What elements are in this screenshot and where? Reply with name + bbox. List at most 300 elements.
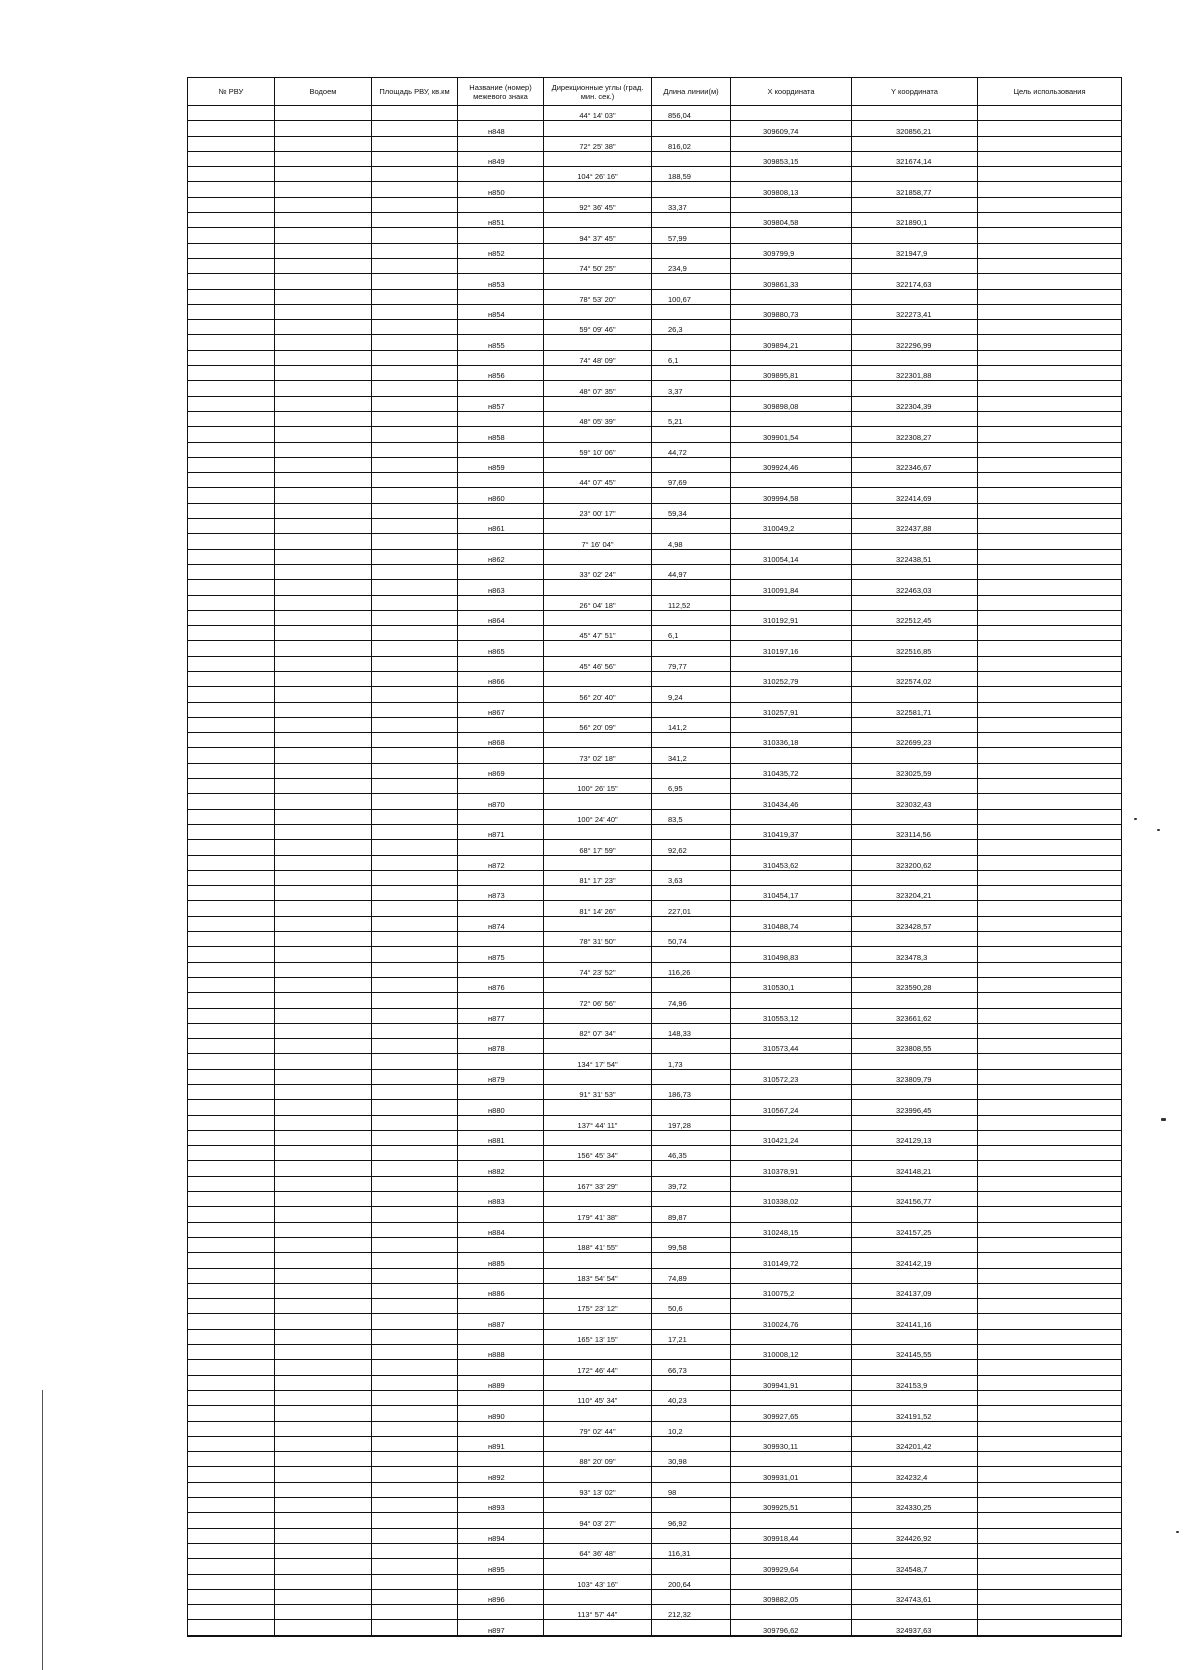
cell-area [372, 1069, 458, 1084]
cell-x: 310454,17 [731, 886, 852, 901]
cell-rvu-no [188, 519, 275, 534]
cell-rvu-no [188, 1467, 275, 1482]
cell-mark [458, 1543, 544, 1558]
cell-y [852, 932, 978, 947]
cell-purpose [978, 580, 1122, 595]
cell-angle [544, 335, 652, 350]
cell-waterbody [275, 1176, 372, 1191]
cell-angle: 110° 45' 34" [544, 1390, 652, 1405]
cell-length [652, 182, 731, 197]
cell-x: 309882,05 [731, 1589, 852, 1604]
table-row [188, 1528, 1122, 1543]
cell-y: 320856,21 [852, 121, 978, 136]
cell-y [852, 1023, 978, 1038]
cell-length: 341,2 [652, 748, 731, 763]
cell-y [852, 564, 978, 579]
header-mark: Название (номер) межевого знака [458, 78, 544, 106]
cell-angle [544, 1498, 652, 1513]
cell-angle [544, 580, 652, 595]
cell-waterbody [275, 182, 372, 197]
cell-x: 310338,02 [731, 1192, 852, 1207]
cell-x [731, 136, 852, 151]
cell-x [731, 1605, 852, 1620]
cell-purpose [978, 1452, 1122, 1467]
cell-length [652, 335, 731, 350]
cell-waterbody [275, 381, 372, 396]
cell-purpose [978, 197, 1122, 212]
cell-purpose [978, 304, 1122, 319]
cell-y [852, 106, 978, 121]
cell-area [372, 182, 458, 197]
header-rvu-no: № РВУ [188, 78, 275, 106]
table-row [188, 1559, 1122, 1574]
cell-angle [544, 977, 652, 992]
cell-length [652, 610, 731, 625]
cell-waterbody [275, 870, 372, 885]
table-row [188, 1176, 1122, 1191]
cell-area [372, 1146, 458, 1161]
cell-waterbody [275, 1406, 372, 1421]
cell-angle [544, 1559, 652, 1574]
cell-mark: н883 [458, 1192, 544, 1207]
cell-length [652, 671, 731, 686]
cell-purpose [978, 1237, 1122, 1252]
cell-y: 322581,71 [852, 702, 978, 717]
table-row [188, 1054, 1122, 1069]
cell-x [731, 1237, 852, 1252]
cell-y [852, 1390, 978, 1405]
cell-area [372, 228, 458, 243]
table-body [188, 106, 1122, 1636]
cell-area [372, 1314, 458, 1329]
cell-y: 323200,62 [852, 855, 978, 870]
cell-area [372, 473, 458, 488]
cell-angle [544, 396, 652, 411]
cell-angle [544, 243, 652, 258]
cell-y [852, 411, 978, 426]
table-row [188, 564, 1122, 579]
cell-rvu-no [188, 1207, 275, 1222]
cell-mark [458, 1329, 544, 1344]
table-row [188, 243, 1122, 258]
cell-purpose [978, 1543, 1122, 1558]
cell-y: 324937,63 [852, 1620, 978, 1636]
cell-waterbody [275, 932, 372, 947]
cell-mark [458, 870, 544, 885]
cell-mark [458, 534, 544, 549]
cell-purpose [978, 396, 1122, 411]
cell-area [372, 932, 458, 947]
cell-waterbody [275, 503, 372, 518]
cell-length: 98 [652, 1482, 731, 1497]
cell-length [652, 733, 731, 748]
table-row [188, 610, 1122, 625]
table-row [188, 488, 1122, 503]
cell-waterbody [275, 442, 372, 457]
cell-x [731, 1360, 852, 1375]
cell-area [372, 1390, 458, 1405]
cell-length [652, 488, 731, 503]
table-row [188, 304, 1122, 319]
cell-y [852, 1513, 978, 1528]
cell-y: 324426,92 [852, 1528, 978, 1543]
cell-rvu-no [188, 151, 275, 166]
cell-angle [544, 304, 652, 319]
cell-x [731, 717, 852, 732]
cell-x [731, 350, 852, 365]
cell-y: 322273,41 [852, 304, 978, 319]
cell-y [852, 687, 978, 702]
cell-area [372, 1161, 458, 1176]
cell-purpose [978, 1192, 1122, 1207]
cell-y [852, 1146, 978, 1161]
table-row [188, 932, 1122, 947]
cell-purpose [978, 1130, 1122, 1145]
cell-angle: 113° 57' 44" [544, 1605, 652, 1620]
table-row [188, 121, 1122, 136]
cell-purpose [978, 748, 1122, 763]
table-row [188, 1130, 1122, 1145]
cell-rvu-no [188, 1008, 275, 1023]
cell-mark: н886 [458, 1283, 544, 1298]
cell-purpose [978, 916, 1122, 931]
cell-mark [458, 320, 544, 335]
cell-area [372, 702, 458, 717]
cell-waterbody [275, 1329, 372, 1344]
cell-rvu-no [188, 1574, 275, 1589]
cell-mark [458, 717, 544, 732]
cell-rvu-no [188, 1222, 275, 1237]
cell-area [372, 1130, 458, 1145]
cell-angle: 103° 43' 16" [544, 1574, 652, 1589]
cell-purpose [978, 870, 1122, 885]
cell-y [852, 1329, 978, 1344]
cell-area [372, 687, 458, 702]
cell-mark: н868 [458, 733, 544, 748]
cell-mark: н854 [458, 304, 544, 319]
cell-y: 324743,61 [852, 1589, 978, 1604]
cell-area [372, 197, 458, 212]
table-row [188, 656, 1122, 671]
cell-length [652, 1436, 731, 1451]
cell-angle [544, 1345, 652, 1360]
cell-waterbody [275, 1482, 372, 1497]
cell-area [372, 411, 458, 426]
cell-rvu-no [188, 1176, 275, 1191]
scan-speck [1161, 1118, 1166, 1121]
cell-length [652, 886, 731, 901]
cell-purpose [978, 534, 1122, 549]
cell-length [652, 1283, 731, 1298]
cell-y [852, 167, 978, 182]
cell-area [372, 1039, 458, 1054]
cell-y [852, 197, 978, 212]
cell-rvu-no [188, 1436, 275, 1451]
table-row [188, 1069, 1122, 1084]
cell-area [372, 1253, 458, 1268]
cell-angle: 93° 13' 02" [544, 1482, 652, 1497]
cell-length [652, 1253, 731, 1268]
cell-rvu-no [188, 1406, 275, 1421]
cell-rvu-no [188, 396, 275, 411]
cell-mark [458, 473, 544, 488]
cell-length: 197,28 [652, 1115, 731, 1130]
cell-x [731, 932, 852, 947]
cell-waterbody [275, 1498, 372, 1513]
cell-mark: н870 [458, 794, 544, 809]
header-row [188, 78, 1122, 106]
cell-y [852, 1237, 978, 1252]
cell-rvu-no [188, 457, 275, 472]
cell-waterbody [275, 1513, 372, 1528]
cell-length [652, 304, 731, 319]
cell-x: 310435,72 [731, 763, 852, 778]
cell-waterbody [275, 396, 372, 411]
cell-purpose [978, 442, 1122, 457]
cell-length: 4,98 [652, 534, 731, 549]
cell-rvu-no [188, 1069, 275, 1084]
cell-rvu-no [188, 473, 275, 488]
cell-area [372, 136, 458, 151]
cell-area [372, 1436, 458, 1451]
table-row [188, 947, 1122, 962]
cell-purpose [978, 962, 1122, 977]
table-row [188, 1513, 1122, 1528]
cell-mark [458, 228, 544, 243]
cell-length [652, 947, 731, 962]
cell-area [372, 580, 458, 595]
cell-length: 17,21 [652, 1329, 731, 1344]
cell-waterbody [275, 824, 372, 839]
cell-waterbody [275, 151, 372, 166]
cell-length [652, 243, 731, 258]
cell-y: 324232,4 [852, 1467, 978, 1482]
cell-area [372, 366, 458, 381]
cell-x [731, 228, 852, 243]
cell-purpose [978, 1268, 1122, 1283]
cell-area [372, 641, 458, 656]
cell-x: 309880,73 [731, 304, 852, 319]
cell-rvu-no [188, 1253, 275, 1268]
table-row [188, 901, 1122, 916]
cell-x [731, 258, 852, 273]
cell-angle: 74° 23' 52" [544, 962, 652, 977]
cell-waterbody [275, 962, 372, 977]
cell-waterbody [275, 901, 372, 916]
cell-y: 323590,28 [852, 977, 978, 992]
cell-mark [458, 1085, 544, 1100]
cell-x [731, 840, 852, 855]
cell-y: 324157,25 [852, 1222, 978, 1237]
cell-mark [458, 1207, 544, 1222]
cell-length: 6,1 [652, 626, 731, 641]
table-row [188, 1207, 1122, 1222]
cell-length [652, 1192, 731, 1207]
cell-rvu-no [188, 671, 275, 686]
cell-angle [544, 1069, 652, 1084]
cell-length [652, 1589, 731, 1604]
cell-rvu-no [188, 733, 275, 748]
header-angles: Дирекционные углы (град. мин. сек.) [544, 78, 652, 106]
cell-y: 324137,09 [852, 1283, 978, 1298]
cell-waterbody [275, 1161, 372, 1176]
cell-purpose [978, 320, 1122, 335]
cell-length: 141,2 [652, 717, 731, 732]
cell-mark: н855 [458, 335, 544, 350]
cell-mark: н858 [458, 427, 544, 442]
cell-purpose [978, 1176, 1122, 1191]
cell-length: 186,73 [652, 1085, 731, 1100]
cell-area [372, 1543, 458, 1558]
table-row [188, 320, 1122, 335]
cell-y: 322308,27 [852, 427, 978, 442]
cell-mark [458, 626, 544, 641]
cell-purpose [978, 794, 1122, 809]
cell-y: 324153,9 [852, 1375, 978, 1390]
table-row [188, 167, 1122, 182]
cell-waterbody [275, 886, 372, 901]
cell-purpose [978, 1161, 1122, 1176]
cell-y [852, 136, 978, 151]
cell-area [372, 1559, 458, 1574]
cell-length: 200,64 [652, 1574, 731, 1589]
cell-angle: 94° 37' 45" [544, 228, 652, 243]
cell-length: 9,24 [652, 687, 731, 702]
cell-angle [544, 824, 652, 839]
cell-mark: н853 [458, 274, 544, 289]
cell-x: 310488,74 [731, 916, 852, 931]
cell-angle: 7° 16' 04" [544, 534, 652, 549]
table-row [188, 1253, 1122, 1268]
cell-mark [458, 106, 544, 121]
cell-rvu-no [188, 335, 275, 350]
cell-y [852, 809, 978, 824]
table-row [188, 151, 1122, 166]
cell-angle: 33° 02' 24" [544, 564, 652, 579]
cell-mark [458, 1605, 544, 1620]
cell-mark: н896 [458, 1589, 544, 1604]
cell-x: 310197,16 [731, 641, 852, 656]
cell-length [652, 396, 731, 411]
cell-rvu-no [188, 1498, 275, 1513]
cell-angle [544, 1314, 652, 1329]
table-row [188, 1329, 1122, 1344]
cell-angle [544, 274, 652, 289]
cell-rvu-no [188, 1543, 275, 1558]
cell-area [372, 656, 458, 671]
table-row [188, 595, 1122, 610]
cell-mark [458, 656, 544, 671]
cell-area [372, 993, 458, 1008]
cell-waterbody [275, 457, 372, 472]
cell-area [372, 1283, 458, 1298]
cell-rvu-no [188, 886, 275, 901]
cell-waterbody [275, 1069, 372, 1084]
cell-purpose [978, 121, 1122, 136]
cell-angle: 134° 17' 54" [544, 1054, 652, 1069]
table-row [188, 763, 1122, 778]
cell-x [731, 442, 852, 457]
cell-mark: н880 [458, 1100, 544, 1115]
cell-x: 309895,81 [731, 366, 852, 381]
cell-purpose [978, 1482, 1122, 1497]
cell-length: 44,72 [652, 442, 731, 457]
cell-angle: 167° 33' 29" [544, 1176, 652, 1191]
cell-rvu-no [188, 304, 275, 319]
cell-x [731, 779, 852, 794]
cell-y: 324141,16 [852, 1314, 978, 1329]
cell-waterbody [275, 1314, 372, 1329]
cell-angle: 94° 03' 27" [544, 1513, 652, 1528]
cell-length [652, 1467, 731, 1482]
cell-waterbody [275, 106, 372, 121]
cell-mark [458, 1452, 544, 1467]
cell-x [731, 809, 852, 824]
cell-rvu-no [188, 702, 275, 717]
cell-length [652, 1375, 731, 1390]
cell-x [731, 1513, 852, 1528]
cell-x [731, 870, 852, 885]
cell-x [731, 1299, 852, 1314]
cell-x [731, 1023, 852, 1038]
cell-purpose [978, 947, 1122, 962]
cell-rvu-no [188, 182, 275, 197]
cell-y: 322512,45 [852, 610, 978, 625]
cell-length: 50,74 [652, 932, 731, 947]
cell-purpose [978, 1620, 1122, 1636]
cell-rvu-no [188, 1452, 275, 1467]
cell-x [731, 1115, 852, 1130]
cell-mark [458, 1421, 544, 1436]
cell-area [372, 870, 458, 885]
cell-rvu-no [188, 855, 275, 870]
table-row [188, 182, 1122, 197]
table-row [188, 381, 1122, 396]
cell-y: 324148,21 [852, 1161, 978, 1176]
cell-area [372, 901, 458, 916]
cell-area [372, 717, 458, 732]
cell-purpose [978, 1314, 1122, 1329]
table-row [188, 1268, 1122, 1283]
cell-purpose [978, 411, 1122, 426]
cell-length: 89,87 [652, 1207, 731, 1222]
cell-waterbody [275, 213, 372, 228]
table-row [188, 1482, 1122, 1497]
cell-x: 310498,83 [731, 947, 852, 962]
cell-area [372, 564, 458, 579]
cell-angle: 48° 05' 39" [544, 411, 652, 426]
cell-waterbody [275, 1390, 372, 1405]
cell-purpose [978, 977, 1122, 992]
cell-x [731, 167, 852, 182]
cell-area [372, 1207, 458, 1222]
cell-waterbody [275, 1589, 372, 1604]
cell-length [652, 427, 731, 442]
cell-y [852, 350, 978, 365]
cell-waterbody [275, 564, 372, 579]
cell-angle: 23° 00' 17" [544, 503, 652, 518]
cell-length: 99,58 [652, 1237, 731, 1252]
cell-y [852, 993, 978, 1008]
cell-x: 309931,01 [731, 1467, 852, 1482]
table-row [188, 1543, 1122, 1558]
cell-waterbody [275, 1039, 372, 1054]
table-row [188, 442, 1122, 457]
cell-waterbody [275, 1620, 372, 1636]
cell-waterbody [275, 121, 372, 136]
cell-y: 323204,21 [852, 886, 978, 901]
cell-purpose [978, 1069, 1122, 1084]
